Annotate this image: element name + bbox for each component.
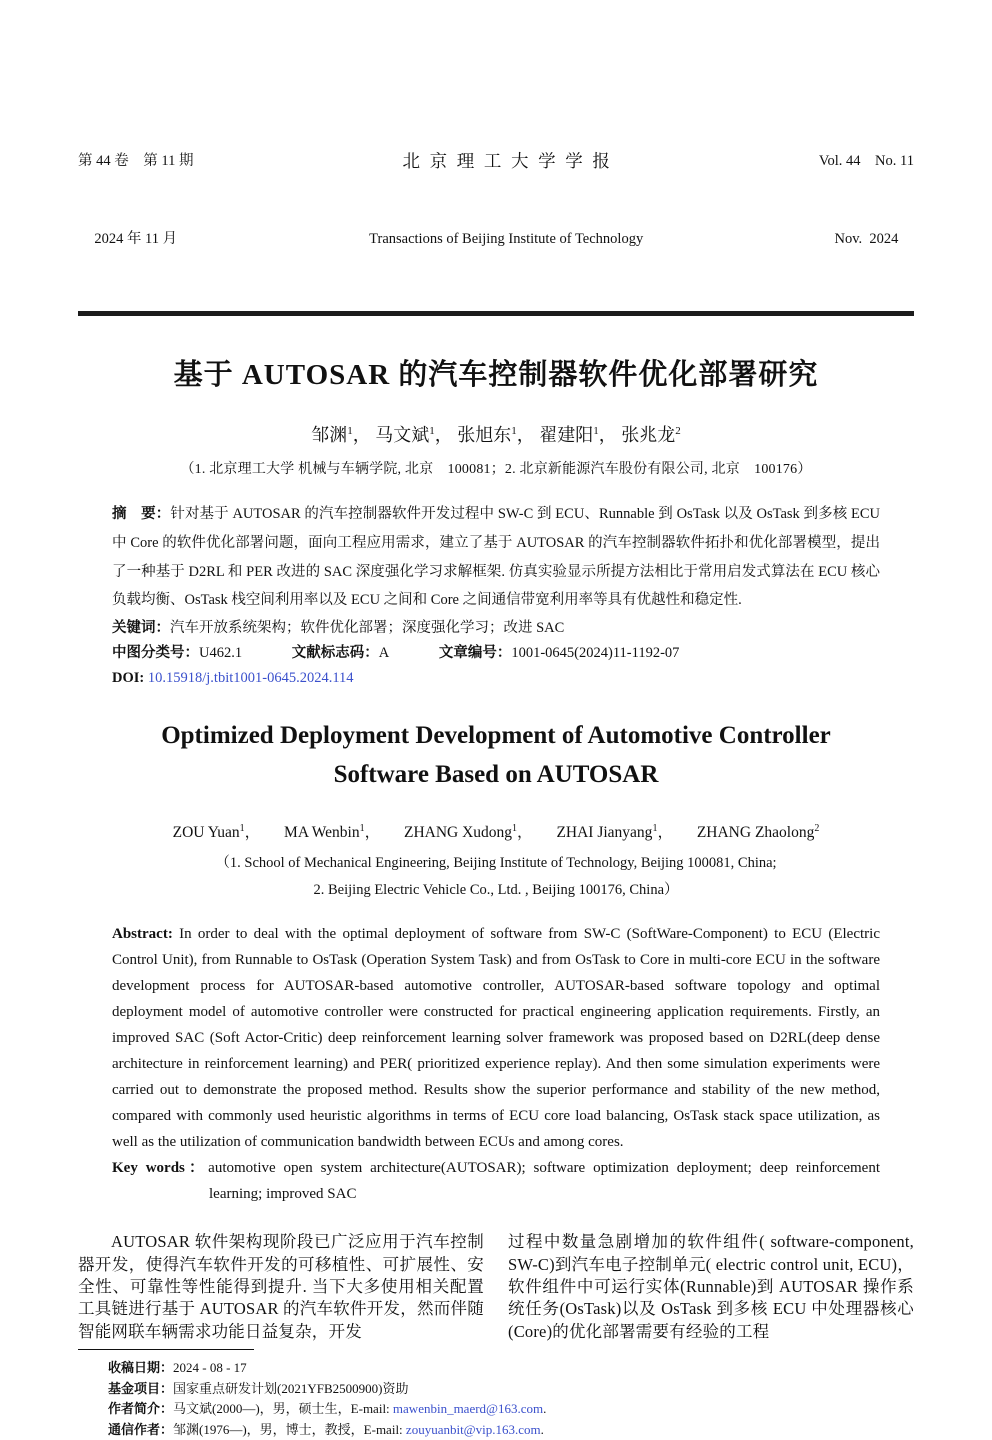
keywords-en <box>112 1155 880 1207</box>
article-title-cn: 基于 AUTOSAR 的汽车控制器软件优化部署研究 <box>173 359 819 391</box>
affiliation-cn: （1. 北京理工大学 机械与车辆学院, 北京 100081；2. 北京新能源汽车股份有限公司, 北京 100176） <box>180 462 812 477</box>
author-superscript: 1 <box>239 823 245 835</box>
author-superscript: 1 <box>429 425 435 437</box>
journal-header <box>78 96 914 304</box>
author-cn: 翟建阳$^1$， <box>539 425 617 445</box>
footnote-received: 收稿日期：2024 - 08 - 17 <box>108 1360 247 1376</box>
author-en: ZOU Yuan$^1$， <box>172 823 261 842</box>
article-id-pair <box>439 645 680 661</box>
clc-label: 中图分类号： <box>112 645 199 662</box>
article-title-en-line2: Software Based on AUTOSAR <box>333 761 659 789</box>
author-cn: 张兆龙$^2$ <box>621 425 681 445</box>
author-en: ZHAI Jianyang$^1$， <box>556 823 673 842</box>
author-en: ZHANG Zhaolong$^2$ <box>696 823 820 842</box>
keywords-cn-label: 关键词： <box>112 620 170 637</box>
volume-issue-en: Vol. 44 No. 11 <box>818 153 914 169</box>
article-id-value: 1001-0645(2024)11-1192-07 <box>511 645 680 662</box>
clc-value: U462.1 <box>199 645 243 662</box>
author-superscript: 2 <box>814 823 820 835</box>
corresponding-email-link[interactable]: zouyuanbit@vip.163.com <box>405 1421 541 1437</box>
author-superscript: 1 <box>359 823 365 835</box>
author-superscript: 2 <box>675 425 681 437</box>
volume-issue-cn: 第 44 卷 第 11 期 <box>78 153 194 169</box>
affiliation-en <box>78 850 914 904</box>
footnote-received-label: 收稿日期： <box>108 1360 174 1376</box>
author-cn: 邹渊$^1$， <box>311 425 371 445</box>
footnote-fund-label: 基金项目： <box>108 1380 174 1396</box>
affiliation-en-line2: 2. Beijing Electric Vehicle Co., Ltd. , Beijing 100176, China） <box>313 882 679 899</box>
footnote-author-bio: 作者简介：马文斌(2000—)，男，硕士生，E-mail: mawenbin_maerd@163.com. <box>108 1401 547 1417</box>
doc-code-label: 文献标志码： <box>291 645 379 662</box>
date-cn: 2024 年 11 月 <box>94 231 178 247</box>
doc-code-pair <box>292 645 389 661</box>
authors-cn <box>78 421 914 447</box>
body-columns <box>78 1231 914 1343</box>
doi-link[interactable]: 10.15918/j.tbit1001-0645.2024.114 <box>147 670 354 687</box>
article-title-en <box>78 716 914 794</box>
abstract-cn-label: 摘 要： <box>112 506 171 522</box>
header-double-rule <box>78 311 914 316</box>
authors-en <box>78 820 914 842</box>
journal-title-cn: 北京理工大学学报 <box>402 151 620 171</box>
doi-line <box>112 666 880 690</box>
header-right <box>819 96 914 304</box>
doc-code-value: A <box>378 645 390 662</box>
abstract-cn-text: 针对基于 AUTOSAR 的汽车控制器软件开发过程中 SW-C 到 ECU、Runnable 到 OsTask 以及 OsTask 到多核 ECU 中 Core 的软件优化部署问题，面向工程应用需求，建立了基于 AUTOSAR 的汽车控制器软件拓扑和优化部署模型，提出了一种基于 D2RL 和 PER 改进的 SAC 深度强化学习求解框架. 仿真实验显示所提方法相比于常用启发式算法在 ECU 核心负载均衡、OsTask 栈空间利用率以及 ECU 之间和 Core 之间通信带宽利用率等具有优越性和稳定性. <box>112 506 881 609</box>
affiliation-en-line1: （1. School of Mechanical Engineering, Beijing Institute of Technology, Beijing 100081, China; <box>215 855 777 872</box>
author-email-link[interactable]: mawenbin_maerd@163.com <box>392 1401 544 1417</box>
footnote-author-bio-label: 作者简介： <box>108 1401 174 1417</box>
classification-line <box>112 641 880 665</box>
body-left-column: AUTOSAR 软件架构现阶段已广泛应用于汽车控制器开发，使得汽车软件开发的可移植性、可扩展性、安全性、可靠性等性能得到提升. 当下大多使用相关配置工具链进行基于 AUTOSAR 的汽车软件开发，然而伴随智能网联车辆需求功能日益复杂，开发 <box>78 1232 484 1341</box>
keywords-en-text: automotive open system architecture(AUTOSAR); software optimization deployment; deep reinforcement learning; improved SAC <box>208 1160 880 1203</box>
author-superscript: 1 <box>347 425 353 437</box>
author-superscript: 1 <box>652 823 658 835</box>
date-en: Nov. 2024 <box>834 231 899 247</box>
header-left <box>78 96 193 304</box>
abstract-cn <box>112 500 880 615</box>
keywords-en-label: Key words： <box>112 1160 209 1177</box>
author-superscript: 1 <box>512 823 518 835</box>
footnote-fund: 基金项目：国家重点研发计划(2021YFB2500900)资助 <box>108 1380 409 1396</box>
author-en: MA Wenbin$^1$， <box>284 823 381 842</box>
doi-label: DOI: <box>112 670 145 687</box>
header-center <box>369 96 643 304</box>
author-superscript: 1 <box>511 425 517 437</box>
footnote-corresponding-label: 通信作者： <box>108 1421 174 1437</box>
footnote-rule <box>78 1349 254 1350</box>
abstract-en-label: Abstract: <box>112 926 180 943</box>
journal-title-en: Transactions of Beijing Institute of Technology <box>369 231 644 247</box>
clc-pair <box>112 645 242 661</box>
keywords-cn-text: 汽车开放系统架构；软件优化部署；深度强化学习；改进 SAC <box>170 620 565 637</box>
body-right-column: 过程中数量急剧增加的软件组件( software-component, SW-C)到汽车电子控制单元( electric control unit, ECU)，软件组件中可运行实体(Runnable)到 AUTOSAR 操作系统任务(OsTask)以及 OsTask 到多核 ECU 中处理器核心(Core)的优化部署需要有经验的工程 <box>508 1232 914 1341</box>
meta-block-cn <box>112 500 880 690</box>
abstract-en-text: In order to deal with the optimal deployment of software from SW-C (SoftWare-Component) to ECU (Electric Control Unit), from Runnable to OsTask (Operation System Task) and from OsTask to Core in multi-core ECU in the software development process for AUTOSAR-based automotive controller, AUTOSAR-based software topology and optimal deployment model of automotive controller were constructed for practical engineering application requirements. Firstly, an improved SAC (Soft Actor-Critic) deep reinforcement learning solver framework was proposed based on D2RL(deep dense architecture in reinforcement learning) and PER( prioritized experience replay). And then some simulation experiments were carried out to demonstrate the proposed method. Results show the superior performance and stability of the new method, compared with commonly used heuristic algorithms in terms of ECU core load balancing, OsTask stack space utilization, as well as the utilization of communication bandwidth between ECUs and among cores. <box>112 926 880 1151</box>
keywords-cn <box>112 616 880 640</box>
article-id-label: 文章编号： <box>438 645 512 662</box>
footnote <box>108 1358 914 1440</box>
author-en: ZHANG Xudong$^1$， <box>403 823 533 842</box>
abstract-en <box>112 921 880 1155</box>
author-superscript: 1 <box>593 425 599 437</box>
author-cn: 张旭东$^1$， <box>457 425 535 445</box>
article-title-en-line1: Optimized Deployment Development of Automotive Controller <box>161 722 831 750</box>
footnote-corresponding: 通信作者：邹渊(1976—)，男，博士，教授，E-mail: zouyuanbit@vip.163.com. <box>108 1421 544 1437</box>
author-cn: 马文斌$^1$， <box>375 425 453 445</box>
